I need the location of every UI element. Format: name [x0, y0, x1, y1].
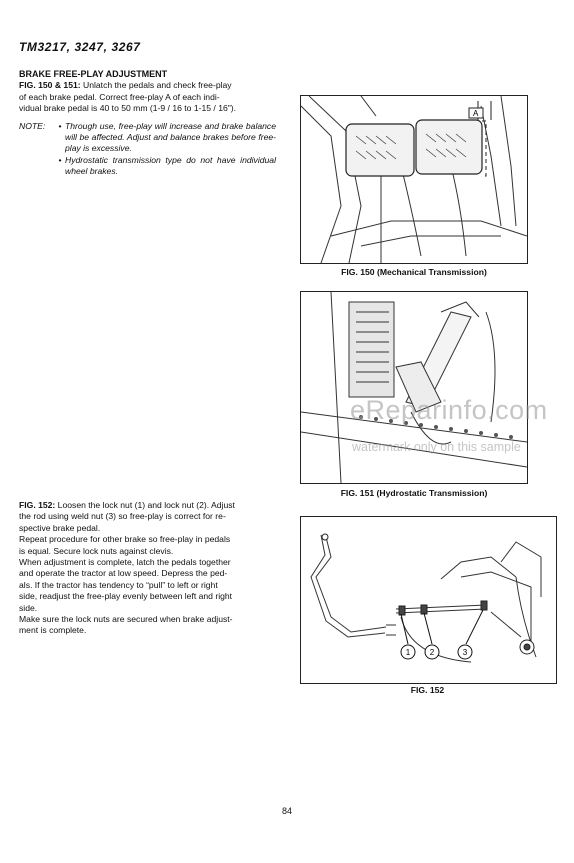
bullet-icon: •	[58, 154, 62, 165]
model-header: TM3217, 3247, 3267	[19, 40, 141, 54]
brake-free-play-section	[19, 69, 276, 178]
line-text: ment is complete.	[19, 625, 87, 636]
text-line	[19, 500, 276, 511]
section-heading: BRAKE FREE-PLAY ADJUSTMENT	[19, 69, 168, 79]
figure-152-caption: FIG. 152	[410, 685, 445, 695]
text-line	[19, 591, 276, 602]
line-text: spective brake pedal.	[19, 522, 101, 533]
line-text: of each brake pedal. Correct free-play A of each indi-	[19, 91, 220, 102]
line-text: is equal. Secure lock nuts against clevis.	[19, 545, 174, 556]
text-line	[19, 603, 276, 614]
text-line	[19, 614, 276, 625]
figure-150-image	[300, 95, 528, 264]
line-text: and operate the tractor at low speed. Depress the ped-	[19, 568, 228, 579]
figure-reference: FIG. 150 & 151:	[19, 80, 81, 91]
figure-150-caption: FIG. 150 (Mechanical Transmission)	[341, 267, 487, 277]
note-item	[55, 121, 276, 155]
text-line	[19, 103, 276, 114]
note-label: NOTE:	[19, 120, 46, 131]
paragraph-fig-152	[19, 500, 276, 637]
line-text: Unlatch the pedals and check free-play	[80, 80, 232, 91]
figure-152-image	[300, 516, 557, 684]
paragraph-fig-150-151	[19, 80, 276, 114]
figure-151-caption: FIG. 151 (Hydrostatic Transmission)	[340, 488, 488, 498]
fig152-callout-2: 2	[429, 648, 435, 657]
line-text: vidual brake pedal is 40 to 50 mm (1-9 / 16 to 1-15 / 16").	[19, 103, 237, 114]
note-item	[55, 155, 276, 178]
figure-151-image	[300, 291, 528, 484]
text-line	[19, 511, 276, 522]
text-line	[19, 546, 276, 557]
text-line	[19, 580, 276, 591]
watermark-note: watermark only on this sample	[352, 440, 521, 454]
figure-reference: FIG. 152:	[19, 500, 56, 510]
bullet-icon: •	[58, 120, 62, 131]
line-text: side, readjust the free-play evenly between left and right	[19, 591, 233, 602]
note-text: Hydrostatic transmission type do not have individual wheel brakes.	[65, 154, 276, 177]
line-text: Repeat procedure for other brake so free-play in pedals	[19, 534, 231, 545]
line-text: the rod using weld nut (3) so free-play is correct for re-	[19, 511, 226, 522]
text-line	[19, 80, 276, 91]
text-line	[19, 523, 276, 534]
text-line	[19, 92, 276, 103]
line-text: When adjustment is complete, latch the pedals together	[19, 557, 231, 568]
line-text: als. If the tractor has tendency to “pull” to left or right	[19, 579, 218, 590]
text-line	[19, 625, 276, 636]
line-text: side.	[19, 602, 38, 613]
text-line	[19, 557, 276, 568]
text-line	[19, 568, 276, 579]
note-block	[19, 121, 276, 178]
page-number: 84	[281, 806, 292, 816]
fig150-callout-a: A	[473, 109, 479, 118]
note-text: Through use, free-play will increase and brake balance will be affected. Adjust and balance brakes before free-play is excessive.	[65, 120, 276, 154]
fig152-callout-3: 3	[462, 648, 468, 657]
text-line	[19, 534, 276, 545]
line-text: Loosen the lock nut (1) and lock nut (2). Adjust	[55, 500, 235, 510]
fig152-callout-1: 1	[405, 648, 411, 657]
watermark-site: eReparinfo.com	[350, 395, 548, 425]
line-text: Make sure the lock nuts are secured when brake adjust-	[19, 614, 233, 625]
